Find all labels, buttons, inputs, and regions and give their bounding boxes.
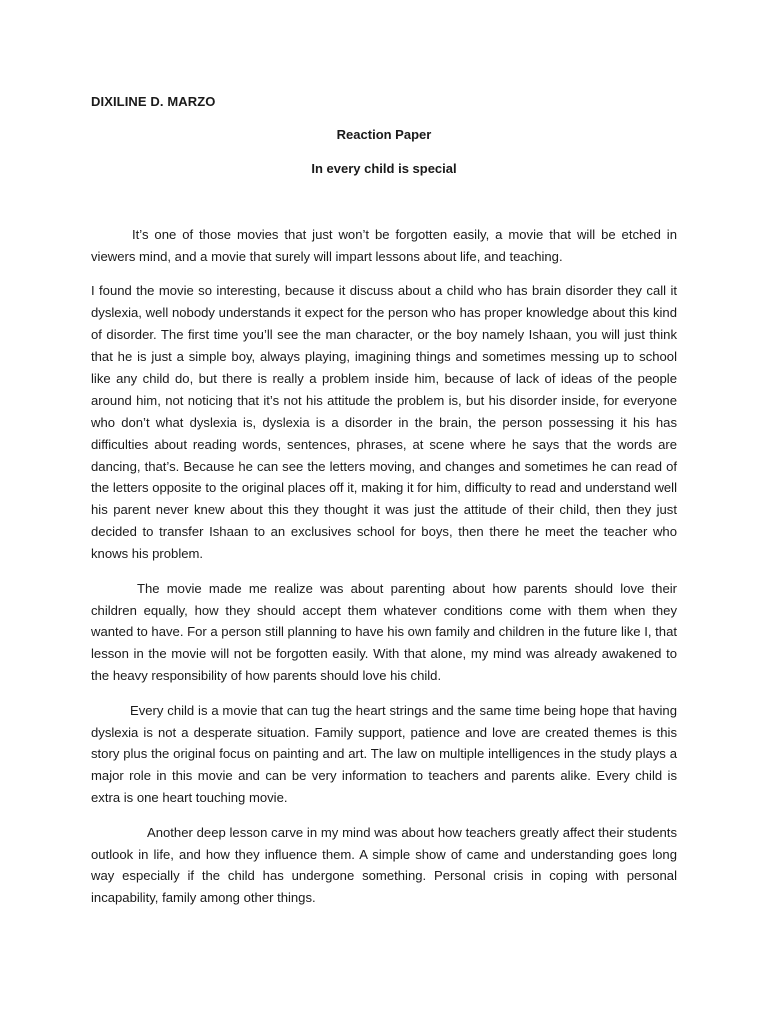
paragraph-1: It’s one of those movies that just won’t be forgotten easily, a movie that will be etched in viewers mind, and a movie that surely will impart lessons about life, and teaching. bbox=[91, 227, 677, 264]
paragraph-2: I found the movie so interesting, because it discuss about a child who has brain disorder they call it dyslexia, well nobody understands it expect for the person who has proper knowledge about this kind of disorder. The first time you’ll see the man character, or the boy namely Ishaan, you will just think that he is just a simple boy, always playing, imagining things and sometimes messing up to school like any child do, but there is really a problem inside him, because of lack of ideas of the people around him, not noticing that it’s not his attitude the problem is, but his disorder inside, for everyone who don’t what dyslexia is, dyslexia is a disorder in the brain, the person possessing it his has difficulties about reading words, sentences, phrases, at scene where he says that the words are dancing, that’s. Because he can see the letters moving, and changes and sometimes he can read of the letters opposite to the original places off it, making it for him, difficulty to read and understand well his parent never knew about this they thought it was just the attitude of their child, then they just decided to transfer Ishaan to an exclusives school for boys, then there he meet the teacher who knows his problem. bbox=[91, 283, 677, 562]
document-title: Reaction Paper bbox=[336, 127, 432, 142]
paragraph-5: Another deep lesson carve in my mind was about how teachers greatly affect their students outlook in life, and how they influence them. A simple show of came and understanding goes long way especially if the child has undergone something. Personal crisis in coping with personal incapability, family among other things. bbox=[91, 824, 677, 906]
document-subtitle: In every child is special bbox=[311, 161, 457, 176]
author-name: DIXILINE D. MARZO bbox=[91, 94, 216, 109]
document-body bbox=[91, 224, 677, 922]
paragraph-4: Every child is a movie that can tug the heart strings and the same time being hope that having dyslexia is not a desperate situation. Family support, patience and love are created themes is this story plus the original focus on painting and art. The law on multiple intelligences in the study plays a major role in this movie and can be very information to teachers and parents alike. Every child is extra is one heart touching movie. bbox=[91, 702, 677, 806]
paragraph-3: The movie made me realize was about parenting about how parents should love their children equally, how they should accept them whatever conditions come with them when they wanted to have. For a person still planning to have his own family and children in the future like I, that lesson in the movie will not be forgotten easily. With that alone, my mind was already awakened to the heavy responsibility of how parents should love his child. bbox=[91, 580, 677, 684]
